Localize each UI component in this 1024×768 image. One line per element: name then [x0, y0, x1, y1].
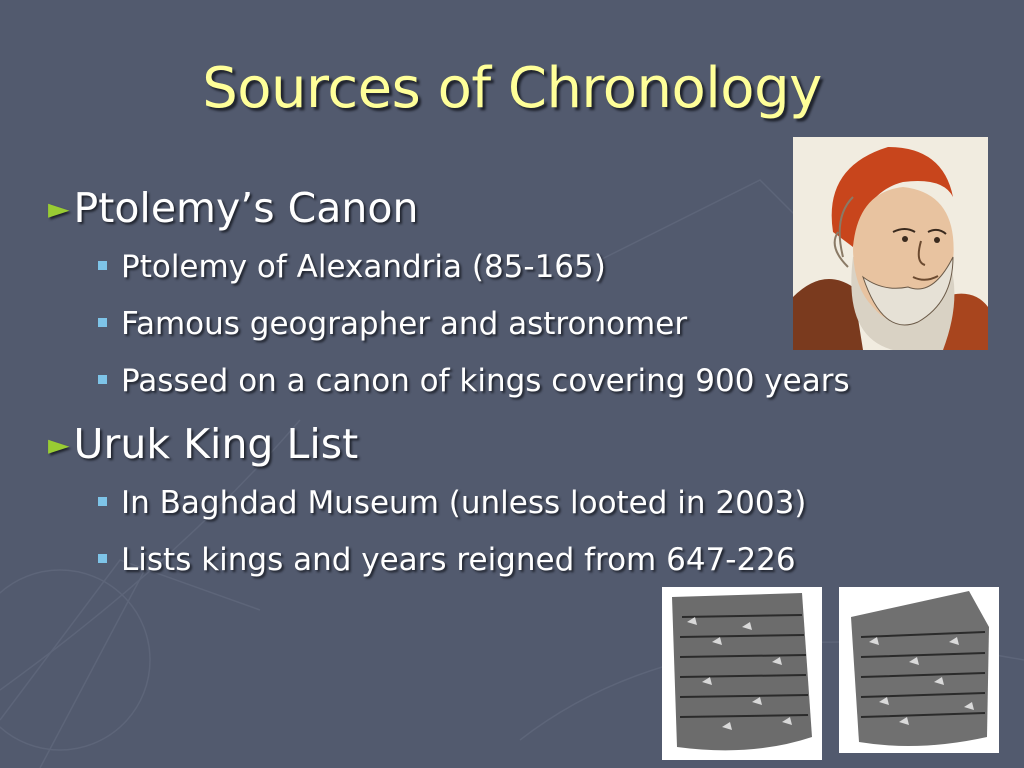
- cuneiform-tablet-back-image: [839, 587, 999, 753]
- cuneiform-tablet-front-image: [662, 587, 822, 760]
- arrow-bullet-icon: ►: [48, 428, 70, 461]
- square-bullet-icon: [98, 497, 107, 506]
- arrow-bullet-icon: ►: [48, 192, 70, 225]
- bullet-text: In Baghdad Museum (unless looted in 2003): [121, 485, 807, 521]
- bullet-item: [98, 485, 806, 521]
- bullet-text: Passed on a canon of kings covering 900 years: [121, 363, 850, 399]
- section-heading: Uruk King List: [73, 420, 359, 468]
- bullet-item: [98, 306, 687, 342]
- square-bullet-icon: [98, 554, 107, 563]
- slide-title: Sources of Chronology: [202, 56, 822, 121]
- square-bullet-icon: [98, 261, 107, 270]
- section-heading: Ptolemy’s Canon: [73, 184, 419, 232]
- bullet-item: [98, 542, 796, 578]
- square-bullet-icon: [98, 375, 107, 384]
- bullet-item: [98, 363, 850, 399]
- section-ptolemy-canon: [48, 184, 418, 232]
- bullet-item: [98, 249, 606, 285]
- square-bullet-icon: [98, 318, 107, 327]
- section-uruk-king-list: [48, 420, 358, 468]
- bullet-text: Famous geographer and astronomer: [121, 306, 688, 342]
- bullet-text: Ptolemy of Alexandria (85-165): [121, 249, 606, 285]
- ptolemy-portrait-image: [793, 137, 988, 350]
- bullet-text: Lists kings and years reigned from 647-226: [121, 542, 796, 578]
